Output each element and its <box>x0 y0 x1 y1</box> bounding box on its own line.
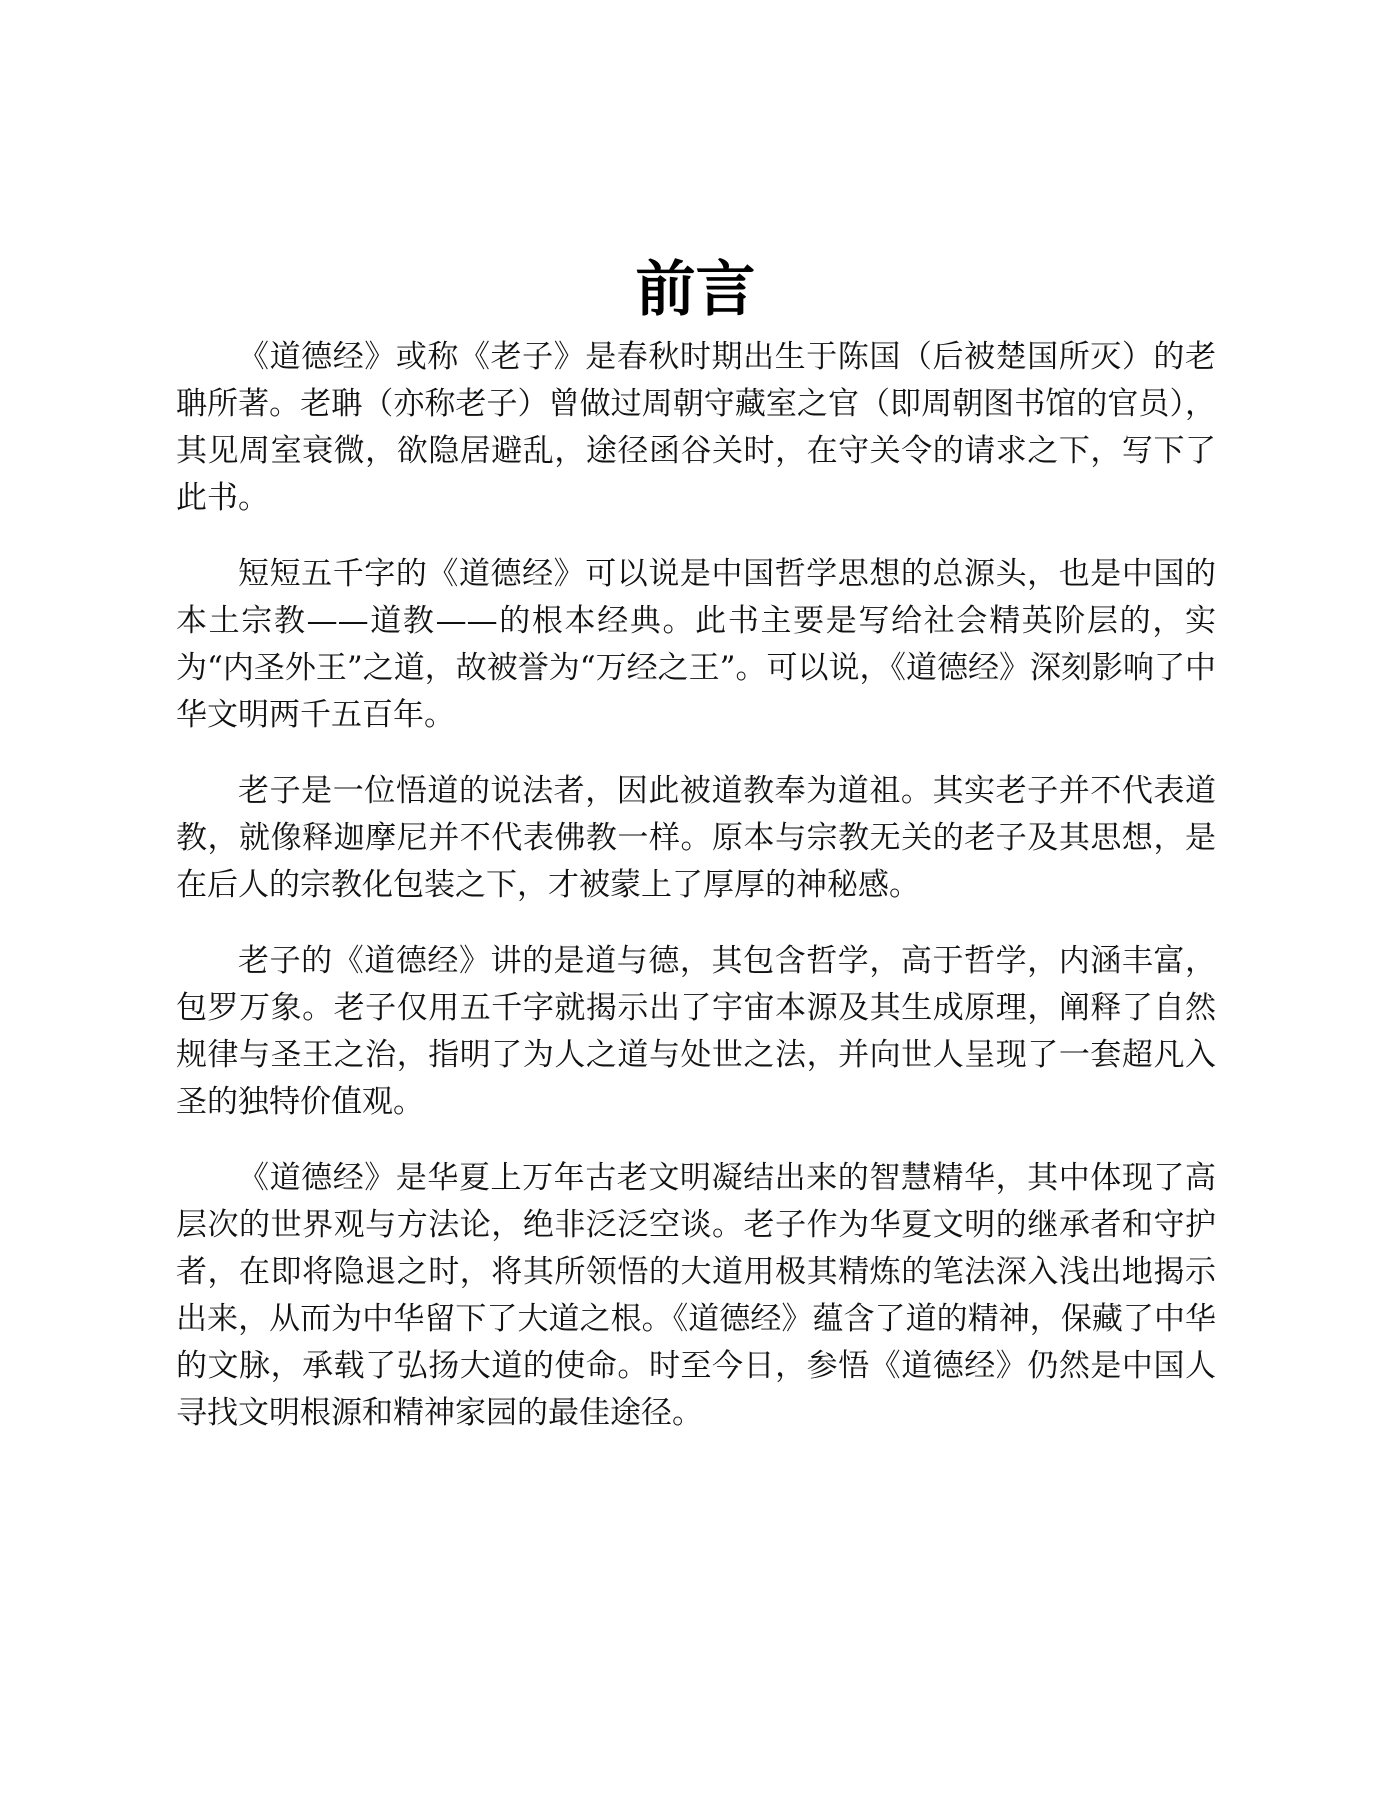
page-title: 前言 <box>635 255 756 325</box>
paragraph-1: 《道德经》或称《老子》是春秋时期出生于陈国（后被楚国所灭）的老聃所著。老聃（亦称老子）曾做过周朝守藏室之官（即周朝图书馆的官员），其见周室衰微，欲隐居避乱，途径函谷关时，在守关令的请求之下，写下了此书。 <box>176 339 1216 516</box>
paragraph-5: 《道德经》是华夏上万年古老文明凝结出来的智慧精华，其中体现了高层次的世界观与方法论，绝非泛泛空谈。老子作为华夏文明的继承者和守护者，在即将隐退之时，将其所领悟的大道用极其精炼的笔法深入浅出地揭示出来，从而为中华留下了大道之根。《道德经》蕴含了道的精神，保藏了中华的文脉，承载了弘扬大道的使命。时至今日，参悟《道德经》仍然是中国人寻找文明根源和精神家园的最佳途径。 <box>176 1160 1216 1431</box>
paragraph-4: 老子的《道德经》讲的是道与德，其包含哲学，高于哲学，内涵丰富，包罗万象。老子仅用五千字就揭示出了宇宙本源及其生成原理，阐释了自然规律与圣王之治，指明了为人之道与处世之法，并向世人呈现了一套超凡入圣的独特价值观。 <box>176 943 1216 1120</box>
paragraph-2: 短短五千字的《道德经》可以说是中国哲学思想的总源头，也是中国的本土宗教——道教——的根本经典。此书主要是写给社会精英阶层的，实为“内圣外王”之道，故被誉为“万经之王”。可以说，《道德经》深刻影响了中华文明两千五百年。 <box>176 556 1216 733</box>
paragraph-3: 老子是一位悟道的说法者，因此被道教奉为道祖。其实老子并不代表道教，就像释迦摩尼并不代表佛教一样。原本与宗教无关的老子及其思想，是在后人的宗教化包装之下，才被蒙上了厚厚的神秘感。 <box>176 773 1216 903</box>
preface-body <box>176 334 1216 1466</box>
